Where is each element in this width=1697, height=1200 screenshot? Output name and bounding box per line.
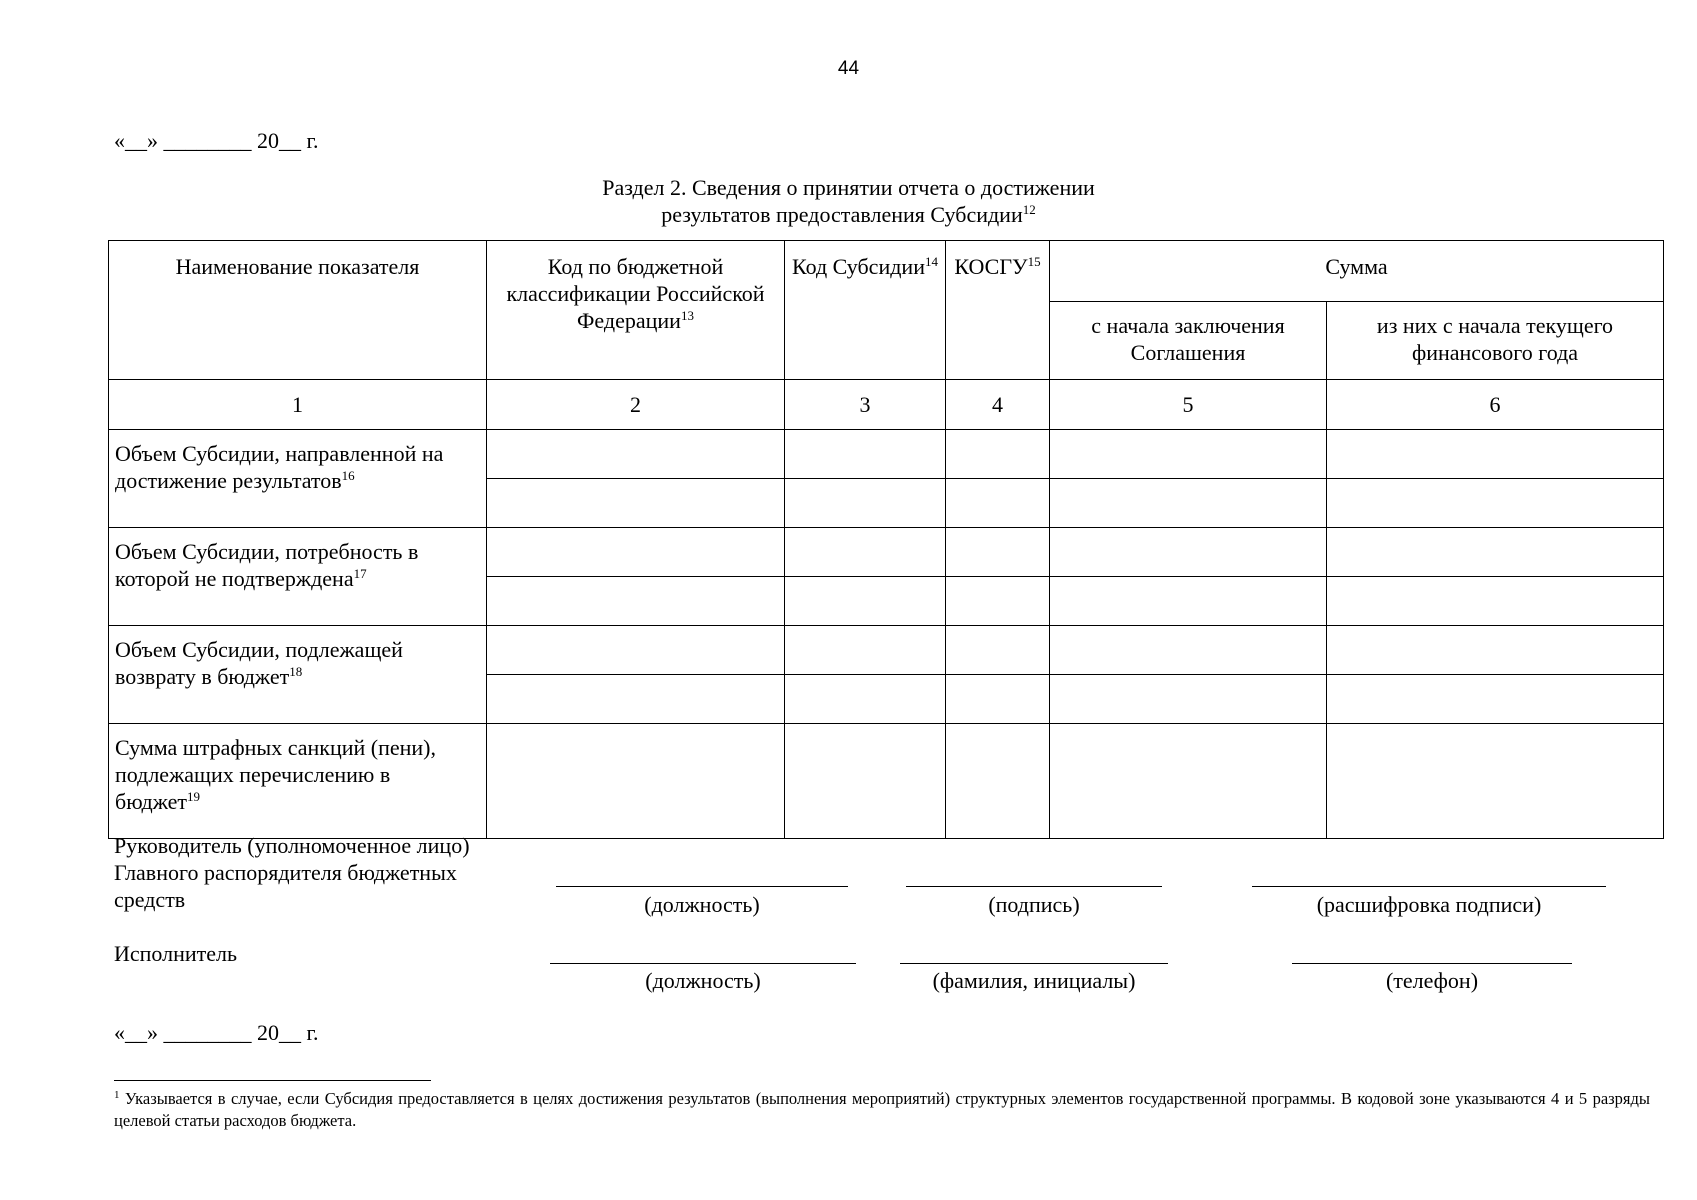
caption-signature: (подпись) [988,892,1080,917]
table-cell[interactable] [1050,479,1327,528]
table-cell[interactable] [785,724,946,839]
header-code-budget [487,241,785,380]
row-label [109,626,487,724]
table-cell[interactable] [487,626,785,675]
footnote-ref: 14 [924,254,938,269]
table-cell[interactable] [1050,528,1327,577]
table-cell[interactable] [1327,675,1664,724]
table-cell[interactable] [1050,430,1327,479]
footnote-ref: 15 [1027,254,1041,269]
footnote [114,1084,1650,1132]
caption-name: (фамилия, инициалы) [932,968,1136,993]
table-cell[interactable] [487,430,785,479]
footnote-ref: 13 [680,308,694,323]
header-code-budget-text: Код по бюджетной классификации Российской Федерации [506,254,765,333]
date-top: «__» ________ 20__ г. [114,128,319,153]
signature-line[interactable] [1292,963,1572,964]
table-cell[interactable] [487,675,785,724]
head-label: Руководитель (уполномоченное лицо) Главного распорядителя бюджетных средств [114,833,470,912]
column-number: 3 [785,380,946,430]
table-cell[interactable] [487,577,785,626]
report-table [108,240,1664,839]
table-cell[interactable] [1050,626,1327,675]
section-title-line2-text: результатов предоставления Субсидии [661,202,1023,227]
signature-line[interactable] [900,963,1168,964]
footnote-text: Указывается в случае, если Субсидия предоставляется в целях достижения результатов (выполнения мероприятий) структурных элементов государственной программы. В кодовой зоне указываются 4 и 5 разряды целевой статьи расходов бюджета. [114,1089,1650,1130]
footnote-ref: 12 [1022,202,1036,217]
table-cell[interactable] [946,724,1050,839]
date-bottom: «__» ________ 20__ г. [114,1020,319,1045]
table-cell[interactable] [1327,724,1664,839]
table-cell[interactable] [946,577,1050,626]
footnote-ref: 18 [289,664,303,679]
table-cell[interactable] [1327,479,1664,528]
signature-line[interactable] [1252,886,1606,887]
table-cell[interactable] [785,430,946,479]
table-cell[interactable] [946,528,1050,577]
report-table-wrap [108,240,1664,839]
header-sum: Сумма [1050,241,1664,302]
row-label-text: Объем Субсидии, потребность в которой не подтверждена [115,539,419,591]
header-kosgu-text: КОСГУ [954,254,1028,279]
section-title-line2 [0,201,1697,228]
signature-line[interactable] [556,886,848,887]
executor-label: Исполнитель [114,941,238,966]
caption-phone: (телефон) [1385,968,1479,993]
footnote-ref: 17 [353,566,367,581]
footnote-mark: 1 [114,1089,120,1101]
section-title [0,174,1697,228]
table-cell[interactable] [946,675,1050,724]
table-row [109,528,1664,577]
signature-line[interactable] [550,963,856,964]
table-cell[interactable] [946,430,1050,479]
row-label [109,724,487,839]
column-number: 1 [109,380,487,430]
header-code-subsidy-text: Код Субсидии [792,254,925,279]
table-cell[interactable] [487,528,785,577]
column-number: 6 [1327,380,1664,430]
footnote-ref: 19 [187,789,200,804]
caption-position: (должность) [644,892,760,917]
table-cell[interactable] [785,675,946,724]
footnote-ref: 16 [341,468,355,483]
table-cell[interactable] [1050,724,1327,839]
table-cell[interactable] [785,528,946,577]
column-numbers-row [109,380,1664,430]
table-cell[interactable] [785,577,946,626]
page-number: 44 [837,58,860,79]
table-cell[interactable] [1327,430,1664,479]
row-label-text: Объем Субсидии, направленной на достижение результатов [115,441,444,493]
footnote-divider [114,1080,431,1081]
column-number: 2 [487,380,785,430]
table-cell[interactable] [946,479,1050,528]
table-cell[interactable] [1327,528,1664,577]
table-row [109,724,1664,839]
caption-signature-decoding: (расшифровка подписи) [1316,892,1542,917]
table-cell[interactable] [487,479,785,528]
row-label-text: Объем Субсидии, подлежащей возврату в бюджет [115,637,403,689]
table-cell[interactable] [1327,626,1664,675]
table-cell[interactable] [785,479,946,528]
table-row [109,626,1664,675]
table-row [109,430,1664,479]
header-sum-from-agreement: с начала заключения Соглашения [1050,302,1327,380]
header-code-subsidy [785,241,946,380]
row-label [109,528,487,626]
table-cell[interactable] [946,626,1050,675]
column-number: 4 [946,380,1050,430]
section-title-line1: Раздел 2. Сведения о принятии отчета о достижении [602,175,1095,200]
table-cell[interactable] [1050,577,1327,626]
row-label [109,430,487,528]
table-cell[interactable] [487,724,785,839]
header-name: Наименование показателя [109,241,487,380]
table-cell[interactable] [1050,675,1327,724]
signature-line[interactable] [906,886,1162,887]
table-cell[interactable] [785,626,946,675]
header-sum-from-year: из них с начала текущего финансового года [1327,302,1664,380]
header-kosgu [946,241,1050,380]
table-cell[interactable] [1327,577,1664,626]
column-number: 5 [1050,380,1327,430]
caption-position: (должность) [645,968,761,993]
row-label-text: Сумма штрафных санкций (пени), подлежащих перечислению в бюджет [115,735,437,814]
